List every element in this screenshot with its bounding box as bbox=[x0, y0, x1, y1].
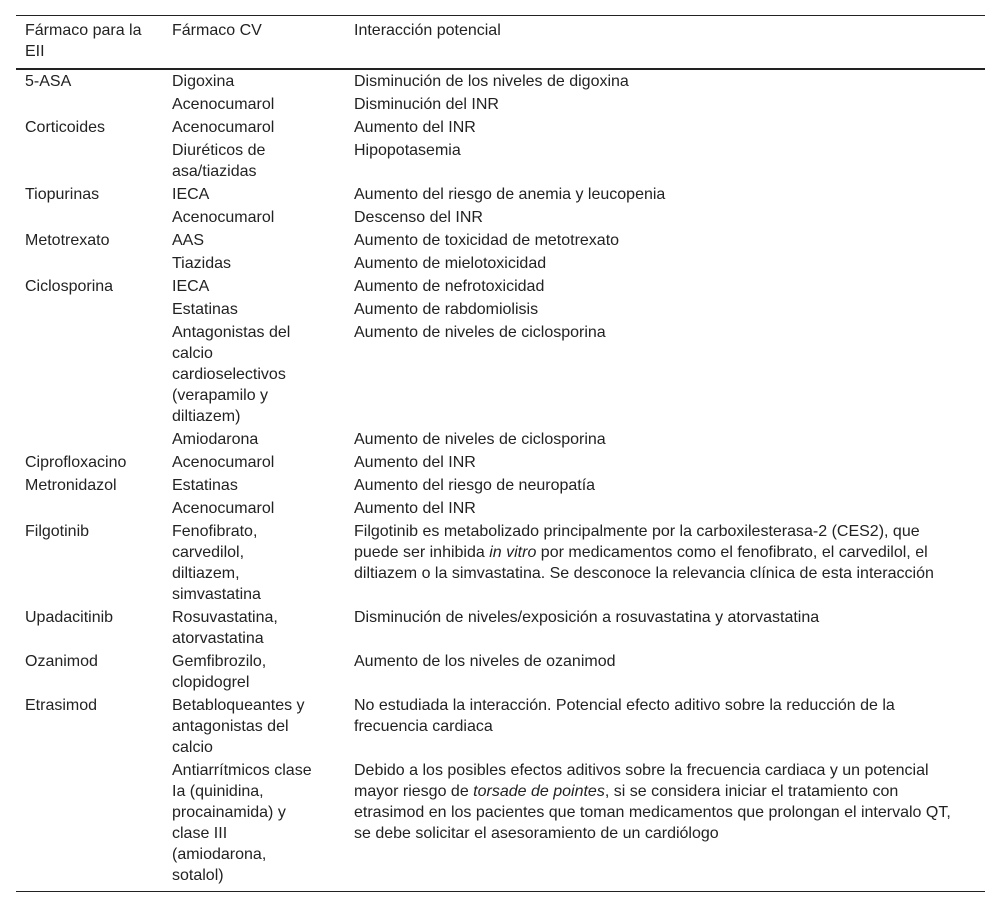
interaction-cell: Aumento del INR bbox=[354, 119, 476, 136]
table-row bbox=[16, 650, 985, 694]
cv-drug-cell: Estatinas bbox=[172, 301, 238, 318]
cv-drug-cell: Acenocumarol bbox=[172, 119, 275, 136]
cv-drug-cell: Fenofibrato, carvedilol, diltiazem, simvastatina bbox=[172, 523, 261, 603]
ibd-drug-cell bbox=[16, 497, 165, 520]
table-row bbox=[16, 116, 985, 139]
interaction-cell: No estudiada la interacción. Potencial efecto aditivo sobre la reducción de la frecuencia cardiaca bbox=[354, 697, 895, 735]
interaction-cell bbox=[347, 520, 985, 606]
interaction-cell: Aumento del INR bbox=[354, 454, 476, 471]
interaction-cell: Descenso del INR bbox=[354, 209, 483, 226]
table-row bbox=[16, 275, 985, 298]
italic-term: torsade de pointes bbox=[473, 783, 605, 800]
interaction-cell: Aumento de mielotoxicidad bbox=[354, 255, 547, 272]
ibd-drug-cell: Etrasimod bbox=[25, 697, 98, 714]
interaction-cell: Aumento del INR bbox=[354, 500, 476, 517]
table-row bbox=[16, 229, 985, 252]
interaction-text: Debido a los posibles efectos aditivos sobre la frecuencia cardiaca y un potencial mayor riesgo de bbox=[354, 762, 929, 800]
table-row bbox=[16, 183, 985, 206]
cv-drug-cell: Acenocumarol bbox=[172, 500, 275, 517]
table-row bbox=[16, 497, 985, 520]
cv-drug-cell: IECA bbox=[172, 186, 210, 203]
interaction-text: Filgotinib es metabolizado principalmente por la carboxilesterasa-2 (CES2), que puede ser inhibida bbox=[354, 523, 920, 561]
interaction-cell: Aumento de niveles de ciclosporina bbox=[354, 324, 606, 341]
cv-drug-cell: Tiazidas bbox=[172, 255, 231, 272]
interaction-cell: Disminución de los niveles de digoxina bbox=[354, 73, 629, 90]
interaction-cell bbox=[347, 759, 985, 887]
drug-interaction-table bbox=[16, 15, 985, 892]
header-ibd-drug: Fármaco para la EII bbox=[25, 22, 142, 60]
interaction-cell: Aumento de toxicidad de metotrexato bbox=[354, 232, 620, 249]
table-row bbox=[16, 70, 985, 93]
cv-drug-cell: Acenocumarol bbox=[172, 454, 275, 471]
ibd-drug-cell bbox=[16, 93, 165, 116]
ibd-drug-cell bbox=[16, 298, 165, 321]
table-row bbox=[16, 252, 985, 275]
header-interaction: Interacción potencial bbox=[354, 22, 501, 39]
table-row bbox=[16, 694, 985, 759]
interaction-cell: Disminución del INR bbox=[354, 96, 499, 113]
cv-drug-cell: Acenocumarol bbox=[172, 96, 275, 113]
ibd-drug-cell: Metotrexato bbox=[25, 232, 110, 249]
header-cv-drug: Fármaco CV bbox=[172, 22, 262, 39]
interaction-cell: Aumento de nefrotoxicidad bbox=[354, 278, 545, 295]
cv-drug-cell: Rosuvastatina, atorvastatina bbox=[172, 609, 278, 647]
italic-term: in vitro bbox=[489, 544, 537, 561]
cv-drug-cell: AAS bbox=[172, 232, 205, 249]
ibd-drug-cell: Upadacitinib bbox=[25, 609, 114, 626]
cv-drug-cell: Antiarrítmicos clase Ia (quinidina, procainamida) y clase III (amiodarona, sotalol) bbox=[172, 762, 312, 884]
ibd-drug-cell bbox=[16, 206, 165, 229]
interaction-cell: Aumento del riesgo de neuropatía bbox=[354, 477, 596, 494]
table-row bbox=[16, 451, 985, 474]
interaction-cell: Hipopotasemia bbox=[354, 142, 461, 159]
ibd-drug-cell: Corticoides bbox=[25, 119, 106, 136]
interaction-cell: Aumento del riesgo de anemia y leucopenia bbox=[354, 186, 666, 203]
interaction-text: , si se considera iniciar el tratamiento con etrasimod en los pacientes que toman medicamentos que prolongan el intervalo QT, se debe solicitar el asesoramiento de un cardiólogo bbox=[354, 783, 951, 842]
table-row bbox=[16, 520, 985, 606]
cv-drug-cell: Gemfibrozilo, clopidogrel bbox=[172, 653, 267, 691]
cv-drug-cell: Antagonistas del calcio cardioselectivos (verapamilo y diltiazem) bbox=[172, 324, 291, 425]
ibd-drug-cell bbox=[16, 321, 165, 428]
ibd-drug-cell: Filgotinib bbox=[25, 523, 90, 540]
cv-drug-cell: Estatinas bbox=[172, 477, 238, 494]
interaction-cell: Aumento de rabdomiolisis bbox=[354, 301, 539, 318]
table-row bbox=[16, 606, 985, 650]
ibd-drug-cell bbox=[16, 252, 165, 275]
ibd-drug-cell bbox=[16, 759, 165, 887]
ibd-drug-cell: Tiopurinas bbox=[25, 186, 100, 203]
ibd-drug-cell bbox=[16, 139, 165, 183]
cv-drug-cell: Digoxina bbox=[172, 73, 235, 90]
table-row bbox=[16, 759, 985, 887]
table-row bbox=[16, 93, 985, 116]
interaction-cell: Disminución de niveles/exposición a rosuvastatina y atorvastatina bbox=[354, 609, 820, 626]
interaction-cell: Aumento de los niveles de ozanimod bbox=[354, 653, 616, 670]
cv-drug-cell: Diuréticos de asa/tiazidas bbox=[172, 142, 266, 180]
cv-drug-cell: Acenocumarol bbox=[172, 209, 275, 226]
interaction-cell: Aumento de niveles de ciclosporina bbox=[354, 431, 606, 448]
cv-drug-cell: Amiodarona bbox=[172, 431, 259, 448]
ibd-drug-cell: Ciprofloxacino bbox=[25, 454, 127, 471]
table-row bbox=[16, 321, 985, 428]
table-header-row bbox=[16, 16, 985, 70]
table-row bbox=[16, 206, 985, 229]
ibd-drug-cell bbox=[16, 428, 165, 451]
table-row bbox=[16, 428, 985, 451]
ibd-drug-cell: Ciclosporina bbox=[25, 278, 114, 295]
table-row bbox=[16, 298, 985, 321]
table-row bbox=[16, 474, 985, 497]
table-row bbox=[16, 139, 985, 183]
interaction-text: por medicamentos como el fenofibrato, el carvedilol, el diltiazem o la simvastatina. Se desconoce la relevancia clínica de esta interacción bbox=[354, 544, 934, 582]
ibd-drug-cell: Metronidazol bbox=[25, 477, 117, 494]
cv-drug-cell: IECA bbox=[172, 278, 210, 295]
cv-drug-cell: Betabloqueantes y antagonistas del calcio bbox=[172, 697, 305, 756]
ibd-drug-cell: 5-ASA bbox=[25, 73, 72, 90]
ibd-drug-cell: Ozanimod bbox=[25, 653, 98, 670]
